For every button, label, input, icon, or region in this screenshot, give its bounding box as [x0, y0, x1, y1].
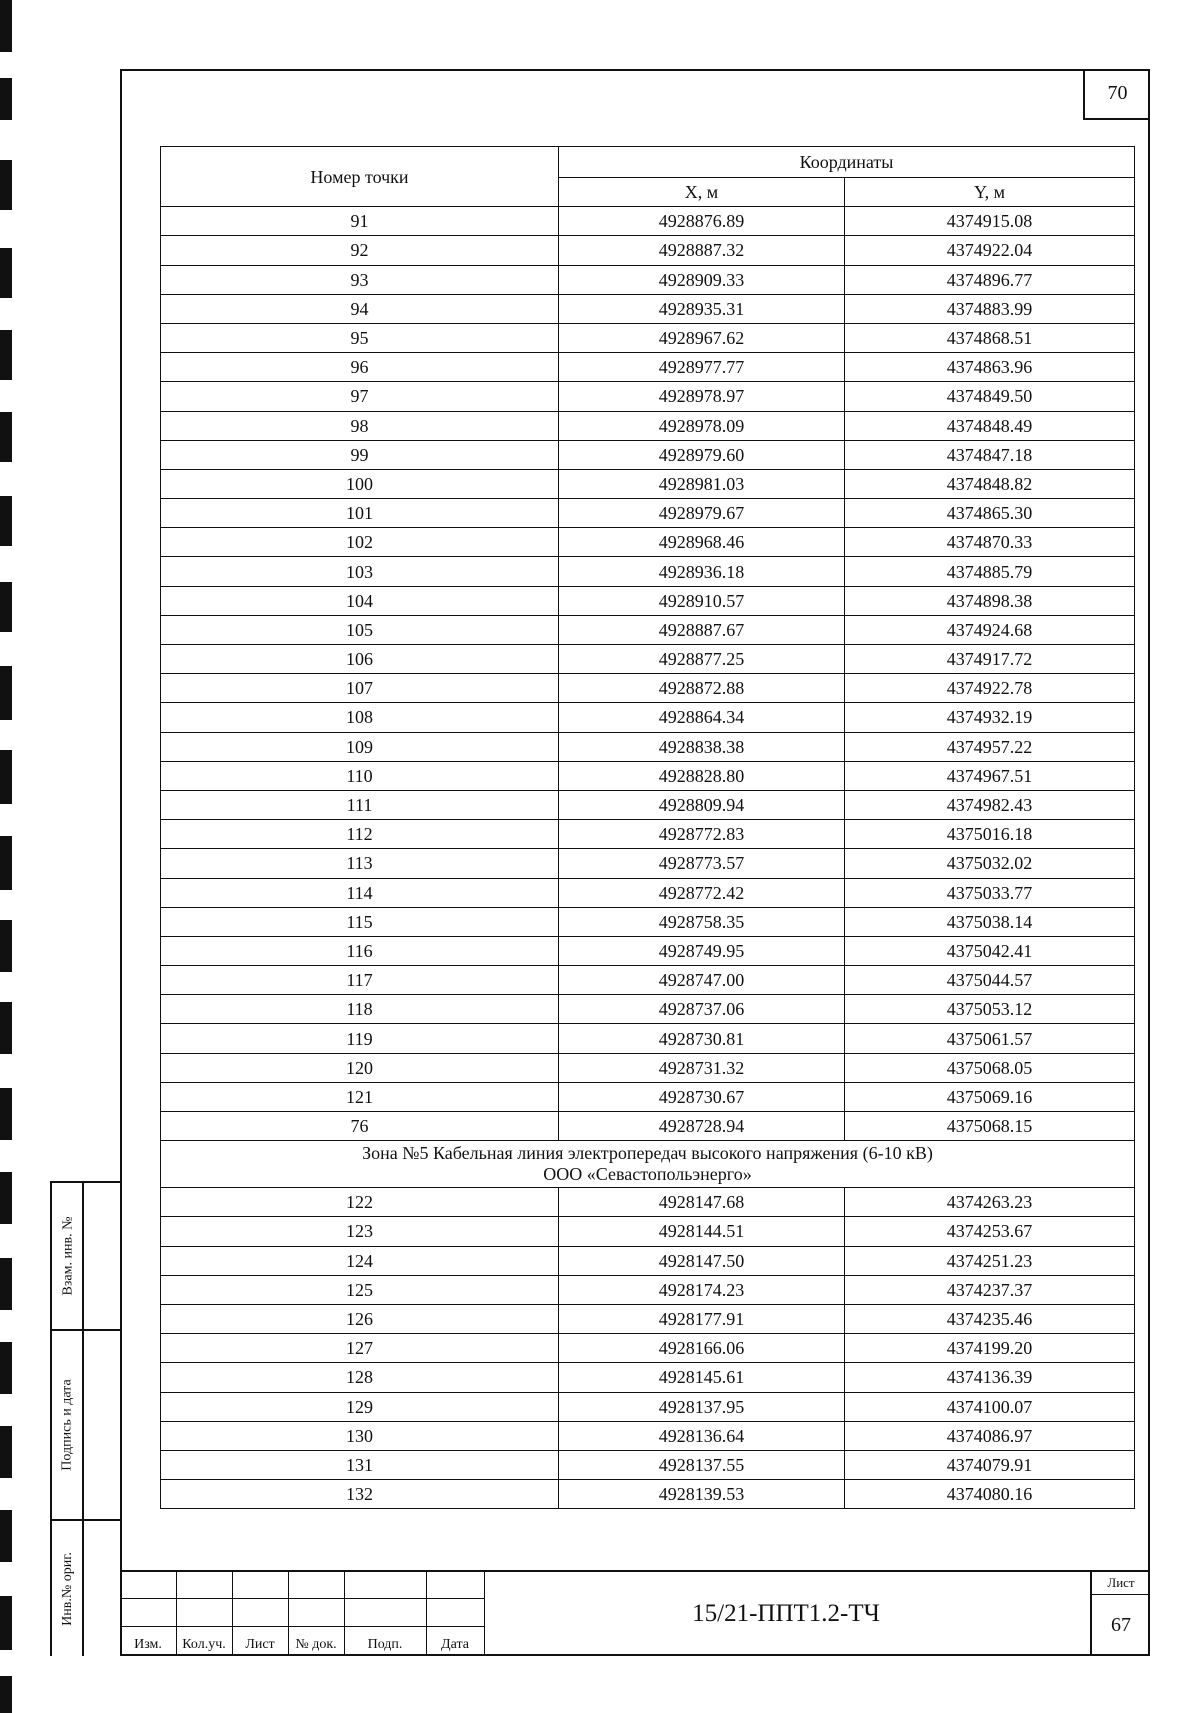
y-coordinate-cell: 4375032.02 [845, 849, 1135, 878]
page-number: 70 [1083, 69, 1150, 120]
point-number-cell: 102 [161, 528, 559, 557]
sheet-number: 67 [1111, 1613, 1131, 1636]
x-coordinate-cell: 4928981.03 [559, 469, 845, 498]
title-block [120, 1570, 1150, 1656]
x-coordinate-cell: 4928968.46 [559, 528, 845, 557]
binder-mark [0, 412, 12, 462]
binder-mark [0, 160, 12, 210]
x-coordinate-cell: 4928144.51 [559, 1217, 845, 1246]
table-row [161, 1480, 1135, 1509]
y-coordinate-cell: 4374922.78 [845, 674, 1135, 703]
y-coordinate-cell: 4374235.46 [845, 1304, 1135, 1333]
point-number-cell: 126 [161, 1304, 559, 1333]
x-coordinate-cell: 4928979.60 [559, 440, 845, 469]
table-row [161, 732, 1135, 761]
y-coordinate-cell: 4374967.51 [845, 761, 1135, 790]
table-row [161, 615, 1135, 644]
table-row [161, 907, 1135, 936]
x-coordinate-cell: 4928147.50 [559, 1246, 845, 1275]
point-number-cell: 121 [161, 1082, 559, 1111]
y-coordinate-cell: 4374136.39 [845, 1363, 1135, 1392]
point-number-cell: 93 [161, 265, 559, 294]
y-coordinate-cell: 4375061.57 [845, 1024, 1135, 1053]
table-row [161, 674, 1135, 703]
x-coordinate-cell: 4928747.00 [559, 966, 845, 995]
coordinates-table [160, 146, 1135, 1509]
table-row [161, 499, 1135, 528]
stamp-col-date: Дата [441, 1637, 469, 1652]
y-coordinate-cell: 4374080.16 [845, 1480, 1135, 1509]
y-coordinate-cell: 4375068.15 [845, 1112, 1135, 1141]
y-coordinate-cell: 4374079.91 [845, 1450, 1135, 1479]
y-coordinate-cell: 4375033.77 [845, 878, 1135, 907]
x-coordinate-cell: 4928864.34 [559, 703, 845, 732]
point-number-cell: 119 [161, 1024, 559, 1053]
rows-group-a [161, 207, 1135, 1141]
binder-mark [0, 330, 12, 380]
y-coordinate-cell: 4375044.57 [845, 966, 1135, 995]
point-number-cell: 96 [161, 353, 559, 382]
side-cell-inv-orig [52, 1521, 120, 1656]
x-coordinate-cell: 4928147.68 [559, 1188, 845, 1217]
point-number-cell: 122 [161, 1188, 559, 1217]
x-coordinate-cell: 4928166.06 [559, 1334, 845, 1363]
x-coordinate-cell: 4928872.88 [559, 674, 845, 703]
y-coordinate-cell: 4374917.72 [845, 645, 1135, 674]
point-number-cell: 76 [161, 1112, 559, 1141]
table-row [161, 1188, 1135, 1217]
side-label-replace-inv: Взам. инв. № [60, 1216, 75, 1296]
x-coordinate-cell: 4928877.25 [559, 645, 845, 674]
y-coordinate-cell: 4374865.30 [845, 499, 1135, 528]
point-number-cell: 104 [161, 586, 559, 615]
sheet-box [1090, 1572, 1150, 1656]
x-coordinate-cell: 4928730.81 [559, 1024, 845, 1053]
x-coordinate-cell: 4928137.55 [559, 1450, 845, 1479]
table-row [161, 761, 1135, 790]
y-coordinate-cell: 4374199.20 [845, 1334, 1135, 1363]
binder-mark [0, 750, 12, 804]
y-coordinate-cell: 4374848.49 [845, 411, 1135, 440]
header-y: Y, м [845, 178, 1135, 207]
side-cell-sign-date [52, 1331, 120, 1521]
y-coordinate-cell: 4375016.18 [845, 820, 1135, 849]
y-coordinate-cell: 4374896.77 [845, 265, 1135, 294]
y-coordinate-cell: 4374100.07 [845, 1392, 1135, 1421]
y-coordinate-cell: 4374251.23 [845, 1246, 1135, 1275]
x-coordinate-cell: 4928737.06 [559, 995, 845, 1024]
y-coordinate-cell: 4375053.12 [845, 995, 1135, 1024]
stamp-col-doc: № док. [295, 1637, 337, 1652]
table-row [161, 353, 1135, 382]
table-row [161, 1334, 1135, 1363]
x-coordinate-cell: 4928730.67 [559, 1082, 845, 1111]
point-number-cell: 118 [161, 995, 559, 1024]
x-coordinate-cell: 4928887.67 [559, 615, 845, 644]
table-row [161, 820, 1135, 849]
y-coordinate-cell: 4375042.41 [845, 936, 1135, 965]
table-row [161, 995, 1135, 1024]
table-row [161, 1421, 1135, 1450]
point-number-cell: 99 [161, 440, 559, 469]
x-coordinate-cell: 4928772.42 [559, 878, 845, 907]
x-coordinate-cell: 4928876.89 [559, 207, 845, 236]
table-row [161, 1217, 1135, 1246]
point-number-cell: 94 [161, 294, 559, 323]
point-number-cell: 100 [161, 469, 559, 498]
binder-mark [0, 666, 12, 720]
binder-mark [0, 1002, 12, 1054]
point-number-cell: 91 [161, 207, 559, 236]
binder-mark [0, 0, 12, 52]
point-number-cell: 107 [161, 674, 559, 703]
zone-row [161, 1141, 1135, 1188]
x-coordinate-cell: 4928174.23 [559, 1275, 845, 1304]
point-number-cell: 103 [161, 557, 559, 586]
point-number-cell: 110 [161, 761, 559, 790]
table-row [161, 1363, 1135, 1392]
stamp-col-list: Лист [245, 1637, 275, 1652]
y-coordinate-cell: 4374982.43 [845, 790, 1135, 819]
point-number-cell: 108 [161, 703, 559, 732]
table-row [161, 936, 1135, 965]
table-row [161, 1024, 1135, 1053]
point-number-cell: 97 [161, 382, 559, 411]
table-row [161, 440, 1135, 469]
table-row [161, 411, 1135, 440]
point-number-cell: 127 [161, 1334, 559, 1363]
x-coordinate-cell: 4928978.09 [559, 411, 845, 440]
table-row [161, 207, 1135, 236]
x-coordinate-cell: 4928773.57 [559, 849, 845, 878]
table-row [161, 323, 1135, 352]
y-coordinate-cell: 4374848.82 [845, 469, 1135, 498]
zone-title-line2: ООО «Севастопольэнерго» [543, 1164, 752, 1185]
y-coordinate-cell: 4374883.99 [845, 294, 1135, 323]
x-coordinate-cell: 4928887.32 [559, 236, 845, 265]
table-row [161, 1082, 1135, 1111]
point-number-cell: 109 [161, 732, 559, 761]
point-number-cell: 125 [161, 1275, 559, 1304]
x-coordinate-cell: 4928731.32 [559, 1053, 845, 1082]
x-coordinate-cell: 4928978.97 [559, 382, 845, 411]
point-number-cell: 117 [161, 966, 559, 995]
y-coordinate-cell: 4374924.68 [845, 615, 1135, 644]
x-coordinate-cell: 4928145.61 [559, 1363, 845, 1392]
y-coordinate-cell: 4374885.79 [845, 557, 1135, 586]
table-row [161, 1246, 1135, 1275]
binder-mark [0, 1088, 12, 1140]
stamp-col-podp: Подп. [367, 1637, 403, 1652]
table-row [161, 1112, 1135, 1141]
y-coordinate-cell: 4375038.14 [845, 907, 1135, 936]
table-row [161, 849, 1135, 878]
binder-mark [0, 248, 12, 298]
binder-mark [0, 1172, 12, 1224]
header-x: X, м [559, 178, 845, 207]
stamp-col-kol-uch: Кол.уч. [182, 1637, 226, 1652]
x-coordinate-cell: 4928935.31 [559, 294, 845, 323]
x-coordinate-cell: 4928728.94 [559, 1112, 845, 1141]
point-number-cell: 113 [161, 849, 559, 878]
header-coordinates: Координаты [559, 147, 1135, 178]
y-coordinate-cell: 4374849.50 [845, 382, 1135, 411]
x-coordinate-cell: 4928936.18 [559, 557, 845, 586]
y-coordinate-cell: 4374870.33 [845, 528, 1135, 557]
binder-mark [0, 920, 12, 972]
x-coordinate-cell: 4928139.53 [559, 1480, 845, 1509]
table-row [161, 586, 1135, 615]
table-row [161, 557, 1135, 586]
y-coordinate-cell: 4374868.51 [845, 323, 1135, 352]
stamp-col-izm: Изм. [134, 1637, 162, 1652]
point-number-cell: 95 [161, 323, 559, 352]
y-coordinate-cell: 4374898.38 [845, 586, 1135, 615]
document-code: 15/21-ППТ1.2-ТЧ [692, 1600, 880, 1627]
point-number-cell: 105 [161, 615, 559, 644]
y-coordinate-cell: 4374253.67 [845, 1217, 1135, 1246]
side-label-inv-orig: Инв.№ ориг. [60, 1551, 76, 1626]
binder-mark [0, 1258, 12, 1310]
x-coordinate-cell: 4928977.77 [559, 353, 845, 382]
binder-mark [0, 496, 12, 546]
binder-mark [0, 78, 12, 120]
side-cell-replace-inv [52, 1183, 120, 1331]
y-coordinate-cell: 4374086.97 [845, 1421, 1135, 1450]
y-coordinate-cell: 4374932.19 [845, 703, 1135, 732]
point-number-cell: 124 [161, 1246, 559, 1275]
y-coordinate-cell: 4374237.37 [845, 1275, 1135, 1304]
table-row [161, 1304, 1135, 1333]
point-number-cell: 98 [161, 411, 559, 440]
x-coordinate-cell: 4928177.91 [559, 1304, 845, 1333]
binder-mark [0, 1676, 12, 1713]
table-row [161, 878, 1135, 907]
table-row [161, 645, 1135, 674]
binder-mark [0, 1342, 12, 1394]
sheet-label: Лист [1092, 1572, 1150, 1595]
table-row [161, 236, 1135, 265]
table-row [161, 1450, 1135, 1479]
side-label-sign-date: Подпись и дата [60, 1379, 76, 1471]
table-row [161, 1053, 1135, 1082]
point-number-cell: 120 [161, 1053, 559, 1082]
x-coordinate-cell: 4928838.38 [559, 732, 845, 761]
x-coordinate-cell: 4928909.33 [559, 265, 845, 294]
binder-mark [0, 836, 12, 890]
point-number-cell: 129 [161, 1392, 559, 1421]
x-coordinate-cell: 4928828.80 [559, 761, 845, 790]
table-row [161, 528, 1135, 557]
table-row [161, 1275, 1135, 1304]
table-row [161, 966, 1135, 995]
table-row [161, 265, 1135, 294]
table-row [161, 294, 1135, 323]
y-coordinate-cell: 4374915.08 [845, 207, 1135, 236]
point-number-cell: 123 [161, 1217, 559, 1246]
point-number-cell: 111 [161, 790, 559, 819]
zone-title [161, 1141, 1135, 1188]
x-coordinate-cell: 4928979.67 [559, 499, 845, 528]
x-coordinate-cell: 4928758.35 [559, 907, 845, 936]
y-coordinate-cell: 4375069.16 [845, 1082, 1135, 1111]
point-number-cell: 128 [161, 1363, 559, 1392]
point-number-cell: 101 [161, 499, 559, 528]
x-coordinate-cell: 4928136.64 [559, 1421, 845, 1450]
y-coordinate-cell: 4375068.05 [845, 1053, 1135, 1082]
binder-mark [0, 1510, 12, 1562]
point-number-cell: 116 [161, 936, 559, 965]
header-point-number: Номер точки [161, 147, 559, 207]
point-number-cell: 112 [161, 820, 559, 849]
x-coordinate-cell: 4928910.57 [559, 586, 845, 615]
table-row [161, 469, 1135, 498]
y-coordinate-cell: 4374863.96 [845, 353, 1135, 382]
table-row [161, 1392, 1135, 1421]
point-number-cell: 92 [161, 236, 559, 265]
table-row [161, 703, 1135, 732]
side-stamp [50, 1181, 120, 1656]
binder-mark [0, 1596, 12, 1650]
point-number-cell: 115 [161, 907, 559, 936]
y-coordinate-cell: 4374263.23 [845, 1188, 1135, 1217]
binder-mark [0, 582, 12, 632]
x-coordinate-cell: 4928809.94 [559, 790, 845, 819]
point-number-cell: 106 [161, 645, 559, 674]
point-number-cell: 130 [161, 1421, 559, 1450]
x-coordinate-cell: 4928772.83 [559, 820, 845, 849]
point-number-cell: 114 [161, 878, 559, 907]
x-coordinate-cell: 4928137.95 [559, 1392, 845, 1421]
table-row [161, 790, 1135, 819]
binder-mark [0, 1426, 12, 1478]
x-coordinate-cell: 4928749.95 [559, 936, 845, 965]
point-number-cell: 132 [161, 1480, 559, 1509]
y-coordinate-cell: 4374957.22 [845, 732, 1135, 761]
y-coordinate-cell: 4374922.04 [845, 236, 1135, 265]
x-coordinate-cell: 4928967.62 [559, 323, 845, 352]
point-number-cell: 131 [161, 1450, 559, 1479]
table-row [161, 382, 1135, 411]
zone-title-line1: Зона №5 Кабельная линия электропередач высокого напряжения (6-10 кВ) [362, 1143, 933, 1164]
rows-group-b [161, 1188, 1135, 1509]
y-coordinate-cell: 4374847.18 [845, 440, 1135, 469]
